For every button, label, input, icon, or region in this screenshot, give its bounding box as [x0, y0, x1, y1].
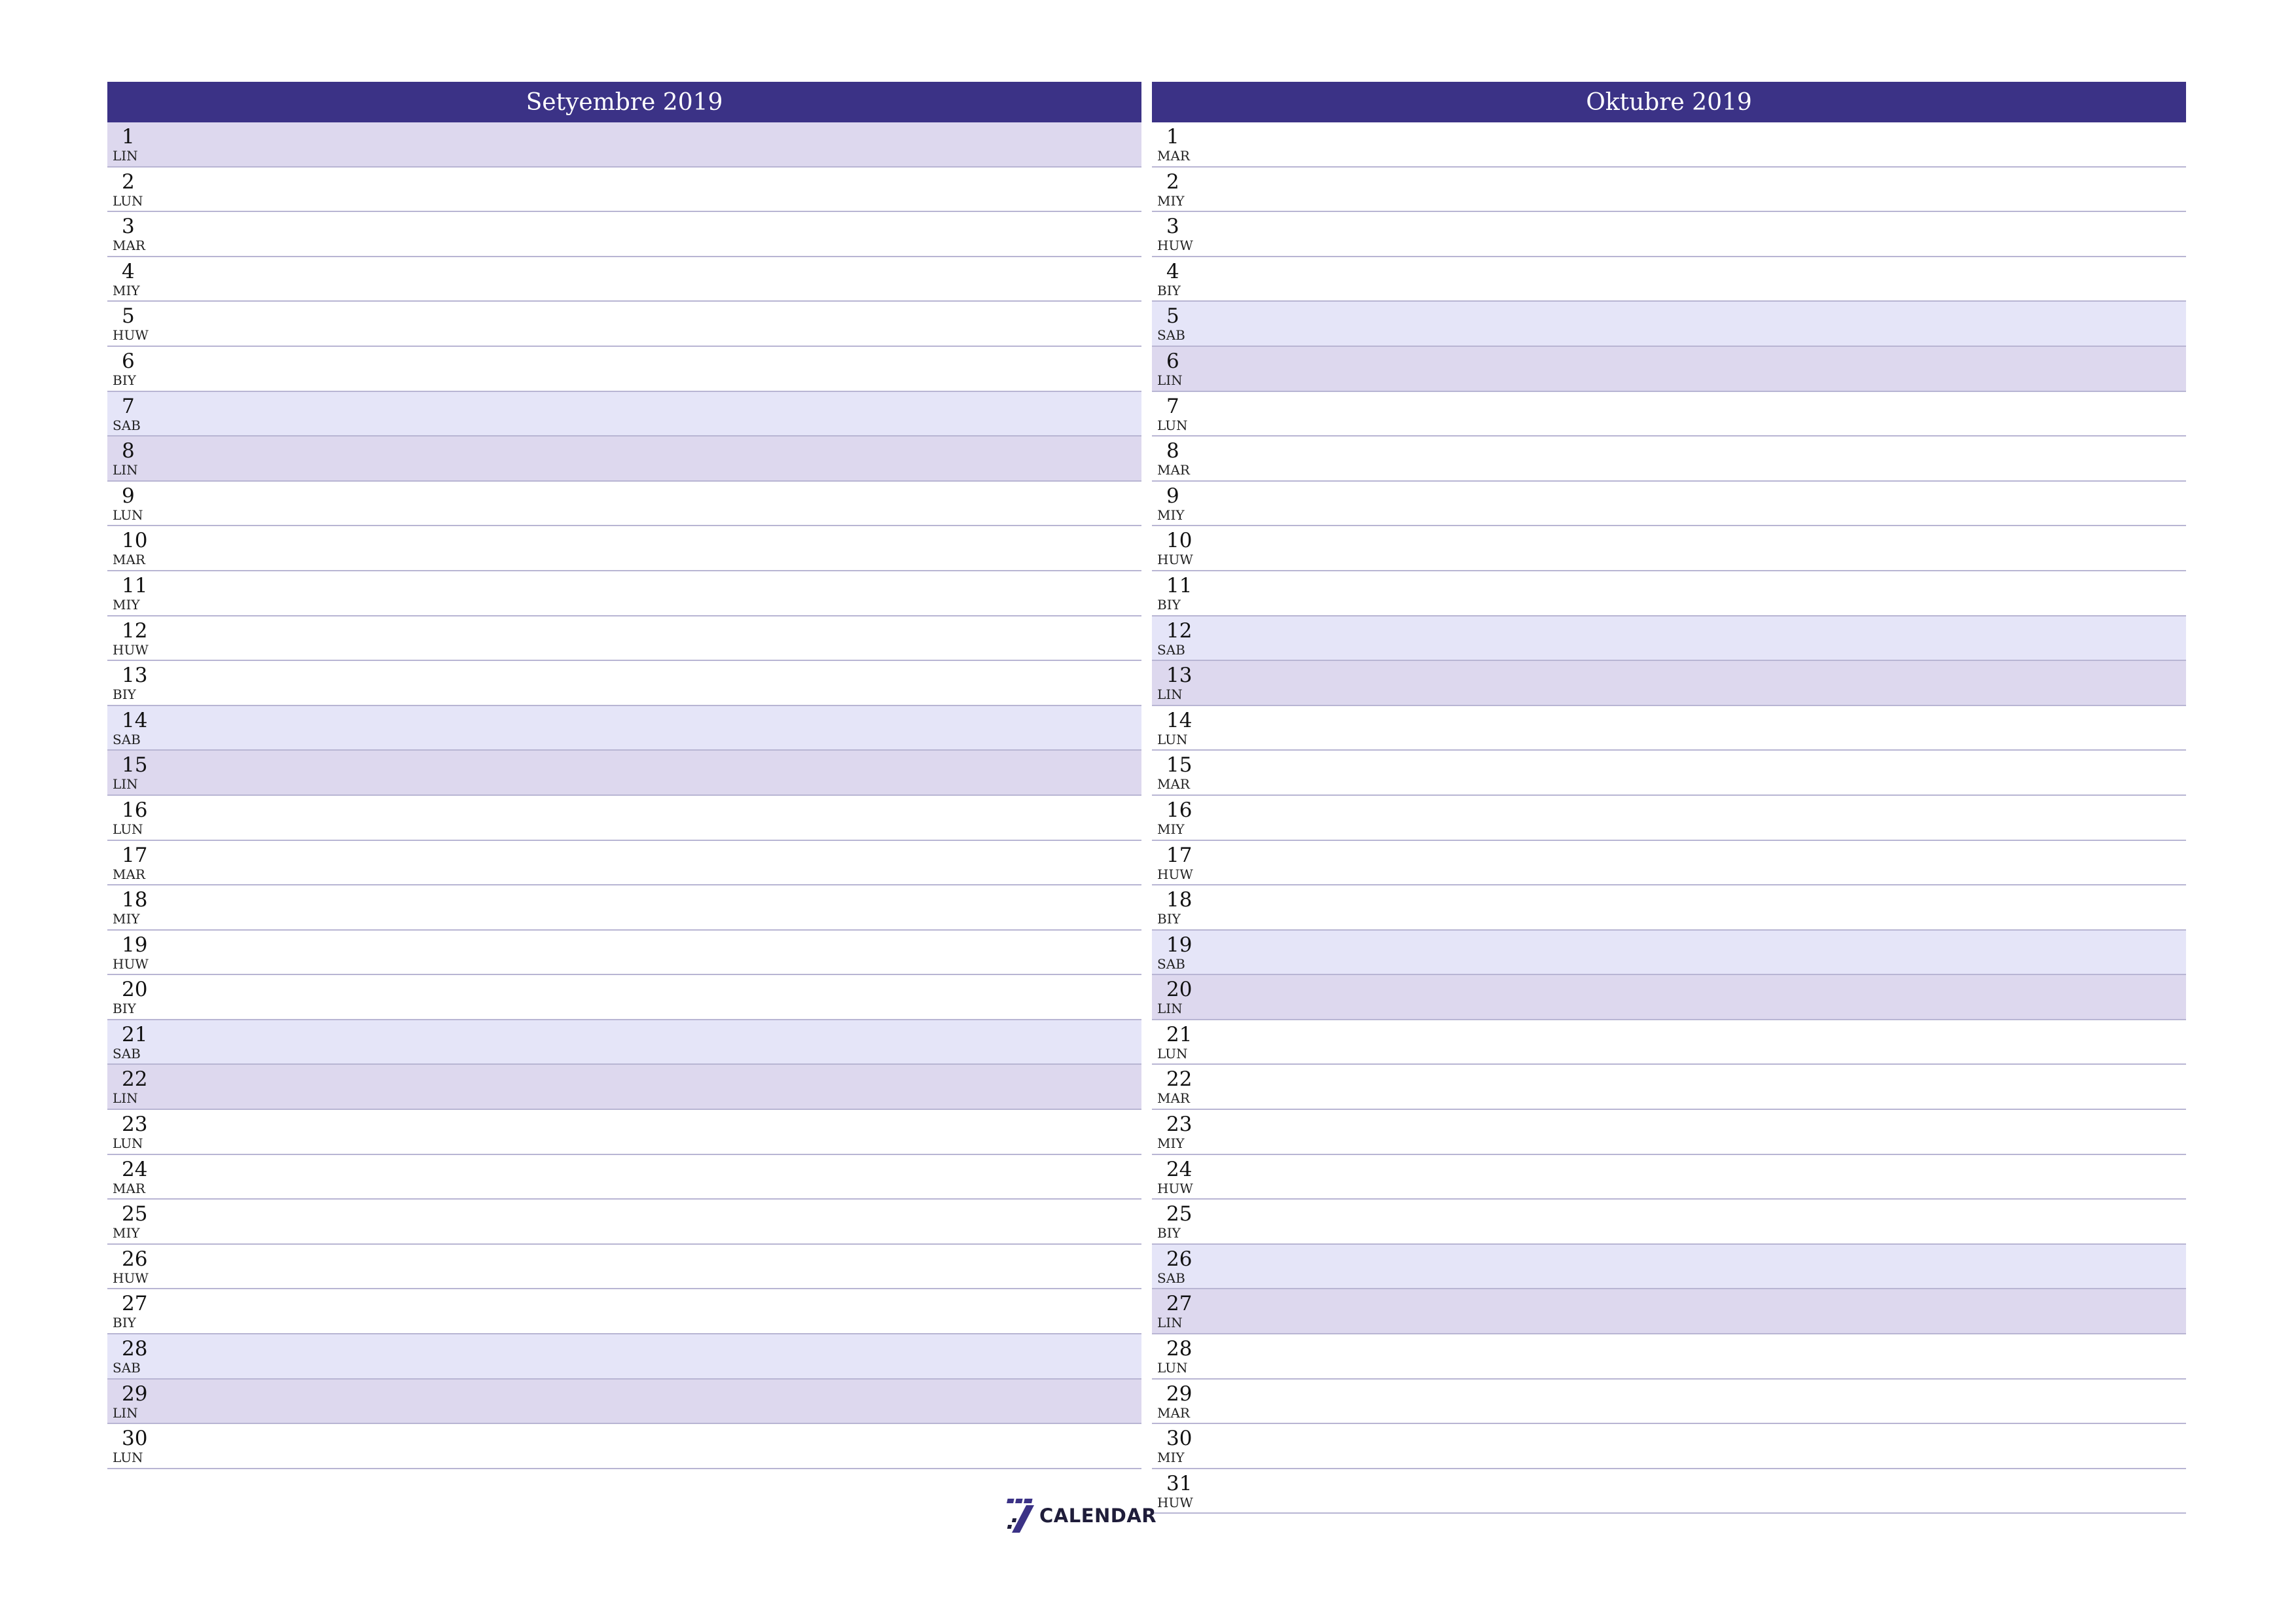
day-number: 29 [122, 1382, 148, 1406]
day-row [1152, 885, 2186, 931]
day-number: 19 [122, 933, 148, 957]
day-number: 11 [1166, 573, 1193, 597]
weekday-abbr: MAR [1157, 1090, 1190, 1107]
weekday-abbr: LUN [1157, 417, 1188, 433]
day-number: 22 [1166, 1067, 1193, 1092]
day-number: 20 [122, 978, 148, 1002]
day-number: 23 [1166, 1113, 1193, 1137]
logo-text: CALENDAR [1039, 1505, 1157, 1527]
brand-logo [1005, 1496, 1157, 1535]
day-row [1152, 706, 2186, 751]
weekday-abbr: LUN [113, 1135, 143, 1152]
day-number: 23 [122, 1113, 148, 1137]
day-row [1152, 257, 2186, 302]
day-row [1152, 168, 2186, 213]
month-title: Oktubre 2019 [1152, 82, 2186, 122]
weekday-abbr: BIY [113, 687, 136, 703]
day-number: 4 [122, 259, 135, 283]
day-row [1152, 1245, 2186, 1290]
day-number: 21 [1166, 1022, 1193, 1046]
day-row [107, 1065, 1141, 1110]
weekday-abbr: MIY [1157, 507, 1185, 523]
weekday-abbr: SAB [113, 1045, 141, 1061]
weekday-abbr: MIY [1157, 821, 1185, 837]
day-row [1152, 1469, 2186, 1514]
weekday-abbr: BIY [1157, 1225, 1181, 1241]
weekday-abbr: LUN [113, 821, 143, 837]
weekday-abbr: MAR [1157, 776, 1190, 793]
day-row [1152, 392, 2186, 437]
day-number: 6 [1166, 349, 1179, 373]
weekday-abbr: LUN [1157, 731, 1188, 747]
weekday-abbr: LUN [113, 1450, 143, 1466]
day-row [107, 1155, 1141, 1200]
day-row [1152, 1200, 2186, 1245]
day-number: 27 [122, 1292, 148, 1316]
weekday-abbr: MIY [1157, 1135, 1185, 1152]
weekday-abbr: MIY [1157, 192, 1185, 209]
day-number: 27 [1166, 1292, 1193, 1316]
weekday-abbr: MAR [113, 1180, 145, 1196]
weekday-abbr: SAB [113, 731, 141, 747]
weekday-abbr: MAR [1157, 1404, 1190, 1421]
day-row [1152, 1155, 2186, 1200]
day-row [107, 257, 1141, 302]
month-october [1152, 82, 2186, 1514]
day-row [107, 931, 1141, 976]
day-number: 16 [122, 798, 148, 822]
weekday-abbr: HUW [113, 641, 149, 658]
day-number: 9 [122, 484, 135, 508]
weekday-abbr: MIY [113, 911, 140, 927]
weekday-abbr: LIN [113, 1404, 138, 1421]
weekday-abbr: HUW [1157, 1494, 1193, 1510]
weekday-abbr: MIY [113, 1225, 140, 1241]
weekday-abbr: HUW [1157, 552, 1193, 568]
day-row [107, 1289, 1141, 1334]
day-row [107, 1245, 1141, 1290]
weekday-abbr: SAB [113, 1360, 141, 1376]
day-row [107, 1020, 1141, 1065]
weekday-abbr: MIY [113, 282, 140, 298]
day-number: 10 [122, 529, 148, 553]
weekday-abbr: HUW [113, 1270, 149, 1286]
day-row [107, 392, 1141, 437]
day-number: 12 [1166, 618, 1193, 643]
weekday-abbr: SAB [1157, 327, 1185, 344]
day-row [1152, 1424, 2186, 1469]
weekday-abbr: LIN [1157, 1001, 1183, 1017]
day-row [107, 841, 1141, 886]
weekday-abbr: MAR [1157, 148, 1190, 164]
day-row [107, 526, 1141, 571]
day-number: 7 [122, 394, 135, 418]
weekday-abbr: LUN [1157, 1360, 1188, 1376]
weekday-abbr: MIY [1157, 1450, 1185, 1466]
weekday-abbr: MAR [1157, 462, 1190, 478]
day-number: 17 [1166, 843, 1193, 867]
weekday-abbr: MAR [113, 552, 145, 568]
weekday-abbr: BIY [113, 1315, 136, 1331]
day-row [107, 1380, 1141, 1425]
day-number: 13 [122, 664, 148, 688]
weekday-abbr: SAB [1157, 955, 1185, 972]
weekday-abbr: LIN [113, 462, 138, 478]
weekday-abbr: LUN [1157, 1045, 1188, 1061]
day-number: 15 [1166, 753, 1193, 777]
day-row [1152, 661, 2186, 706]
weekday-abbr: LIN [113, 148, 138, 164]
weekday-abbr: HUW [1157, 1180, 1193, 1196]
day-number: 28 [122, 1337, 148, 1361]
weekday-abbr: LIN [1157, 687, 1183, 703]
day-number: 30 [122, 1427, 148, 1451]
day-row [1152, 1334, 2186, 1380]
day-list [1152, 122, 2186, 1514]
day-number: 30 [1166, 1427, 1193, 1451]
day-row [1152, 302, 2186, 347]
day-row [1152, 1289, 2186, 1334]
day-row [1152, 751, 2186, 796]
weekday-abbr: MIY [113, 596, 140, 613]
weekday-abbr: HUW [1157, 238, 1193, 254]
weekday-abbr: BIY [113, 372, 136, 388]
day-number: 31 [1166, 1471, 1193, 1495]
day-row [1152, 122, 2186, 168]
weekday-abbr: LUN [113, 507, 143, 523]
weekday-abbr: LIN [113, 1090, 138, 1107]
day-row [1152, 616, 2186, 662]
weekday-abbr: HUW [113, 955, 149, 972]
day-number: 13 [1166, 664, 1193, 688]
day-number: 2 [122, 169, 135, 194]
day-number: 24 [122, 1157, 148, 1181]
day-number: 14 [1166, 708, 1193, 732]
day-number: 12 [122, 618, 148, 643]
day-number: 15 [122, 753, 148, 777]
day-number: 1 [122, 125, 135, 149]
seven-calendar-logo-icon [1005, 1497, 1035, 1534]
day-row [107, 616, 1141, 662]
weekday-abbr: HUW [1157, 866, 1193, 882]
day-number: 9 [1166, 484, 1179, 508]
day-row [1152, 975, 2186, 1020]
day-row [1152, 841, 2186, 886]
weekday-abbr: BIY [1157, 596, 1181, 613]
day-number: 21 [122, 1022, 148, 1046]
day-row [1152, 526, 2186, 571]
day-number: 19 [1166, 933, 1193, 957]
day-row [1152, 1110, 2186, 1155]
weekday-abbr: LIN [113, 776, 138, 793]
weekday-abbr: HUW [113, 327, 149, 344]
day-number: 5 [1166, 304, 1179, 329]
weekday-abbr: BIY [1157, 282, 1181, 298]
day-row [107, 437, 1141, 482]
day-row [107, 122, 1141, 168]
day-number: 29 [1166, 1382, 1193, 1406]
day-number: 8 [1166, 439, 1179, 463]
day-number: 5 [122, 304, 135, 329]
day-row [1152, 1065, 2186, 1110]
day-row [107, 796, 1141, 841]
day-number: 24 [1166, 1157, 1193, 1181]
weekday-abbr: SAB [113, 417, 141, 433]
day-number: 26 [122, 1247, 148, 1271]
day-row [107, 1424, 1141, 1469]
day-row [107, 885, 1141, 931]
weekday-abbr: LIN [1157, 1315, 1183, 1331]
day-number: 1 [1166, 125, 1179, 149]
day-row [107, 1110, 1141, 1155]
day-number: 3 [122, 215, 135, 239]
day-number: 14 [122, 708, 148, 732]
day-row [107, 212, 1141, 257]
weekday-abbr: SAB [1157, 641, 1185, 658]
day-row [1152, 212, 2186, 257]
day-number: 17 [122, 843, 148, 867]
day-number: 28 [1166, 1337, 1193, 1361]
day-row [107, 571, 1141, 616]
day-number: 18 [122, 888, 148, 912]
day-number: 3 [1166, 215, 1179, 239]
day-number: 11 [122, 573, 148, 597]
day-row [1152, 482, 2186, 527]
month-september [107, 82, 1141, 1469]
day-row [107, 661, 1141, 706]
day-number: 25 [122, 1202, 148, 1226]
day-number: 26 [1166, 1247, 1193, 1271]
day-row [107, 1200, 1141, 1245]
day-row [1152, 1020, 2186, 1065]
day-row [1152, 347, 2186, 392]
day-row [107, 1334, 1141, 1380]
day-row [1152, 931, 2186, 976]
day-number: 4 [1166, 259, 1179, 283]
month-title: Setyembre 2019 [107, 82, 1141, 122]
weekday-abbr: MAR [113, 238, 145, 254]
weekday-abbr: MAR [113, 866, 145, 882]
day-row [107, 347, 1141, 392]
day-row [107, 168, 1141, 213]
day-number: 18 [1166, 888, 1193, 912]
day-row [107, 975, 1141, 1020]
day-list [107, 122, 1141, 1469]
day-number: 8 [122, 439, 135, 463]
weekday-abbr: BIY [1157, 911, 1181, 927]
day-number: 16 [1166, 798, 1193, 822]
day-number: 25 [1166, 1202, 1193, 1226]
day-number: 7 [1166, 394, 1179, 418]
day-number: 10 [1166, 529, 1193, 553]
day-number: 22 [122, 1067, 148, 1092]
day-number: 20 [1166, 978, 1193, 1002]
day-row [107, 482, 1141, 527]
weekday-abbr: BIY [113, 1001, 136, 1017]
day-row [107, 706, 1141, 751]
day-row [1152, 1380, 2186, 1425]
weekday-abbr: LUN [113, 192, 143, 209]
day-number: 6 [122, 349, 135, 373]
weekday-abbr: SAB [1157, 1270, 1185, 1286]
day-row [1152, 796, 2186, 841]
day-row [107, 751, 1141, 796]
day-row [1152, 437, 2186, 482]
day-row [107, 302, 1141, 347]
day-number: 2 [1166, 169, 1179, 194]
day-row [1152, 571, 2186, 616]
weekday-abbr: LIN [1157, 372, 1183, 388]
